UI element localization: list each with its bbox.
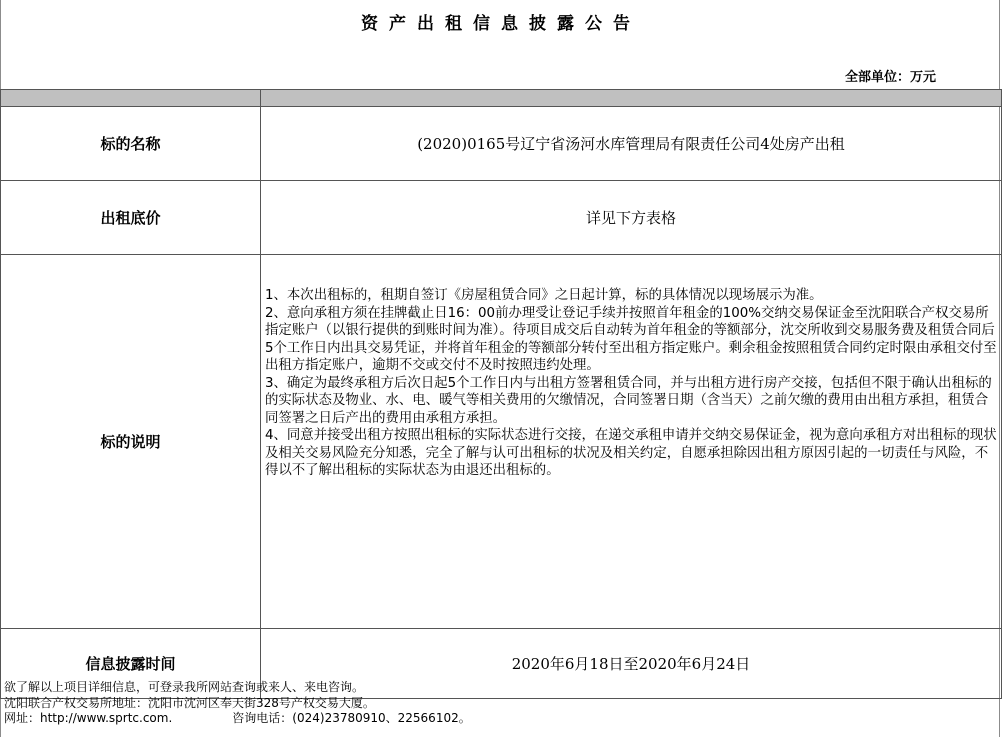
info-table <box>0 89 1002 699</box>
description-value <box>261 255 1002 629</box>
subject-name-label: 标的名称 <box>1 107 261 181</box>
disclosure-time-label: 信息披露时间 <box>1 629 261 699</box>
table-row-base-price <box>1 181 1002 255</box>
subject-name-value: (2020)0165号辽宁省汤河水库管理局有限责任公司4处房产出租 <box>261 107 1002 181</box>
footer-address-line: 沈阳联合产权交易所地址：沈阳市沈河区奉天街328号产权交易大厦。 <box>4 695 375 710</box>
disclosure-time-value: 2020年6月18日至2020年6月24日 <box>261 629 1002 699</box>
footer-contact-line <box>4 711 471 727</box>
table-header-row <box>1 90 1002 107</box>
base-price-label: 出租底价 <box>1 181 261 255</box>
description-label: 标的说明 <box>1 255 261 629</box>
phone-text: 咨询电话：(024)23780910、22566102。 <box>232 711 471 725</box>
base-price-value: 详见下方表格 <box>261 181 1002 255</box>
unit-label: 全部单位：万元 <box>844 70 936 85</box>
table-row-description <box>1 255 1002 629</box>
page-title: 资产出租信息披露公告 <box>361 14 641 34</box>
table-row-subject-name <box>1 107 1002 181</box>
footer-info-line: 欲了解以上项目详细信息，可登录我所网站查询或来人、来电咨询。 <box>4 680 365 694</box>
website-link[interactable]: 网址：http://www.sprtc.com. <box>4 711 173 725</box>
description-paragraph-2: 2、意向承租方须在挂牌截止日16：00前办理受让登记手续并按照首年租金的100%交纳交易保证金至沈阳联合产权交易所指定账户（以银行提供的到账时间为准）。待项目成交后自动转为首年租金的等额部分，沈交所收到交易服务费及租赁合同后5个工作日内出具交易凭证，并将首年租金的等额部分转付至出租方指定账户。剩余租金按照租赁合同约定时限由承租交付至出租方指定账户，逾期不交或交付不及时按照违约处理。 <box>265 305 997 373</box>
description-paragraph-4: 4、同意并接受出租方按照出租标的实际状态进行交接，在递交承租申请并交纳交易保证金，视为意向承租方对出租标的现状及相关交易风险充分知悉，完全了解与认可出租标的状况及相关约定，自愿承担除因出租方原因引起的一切责任与风险，不得以不了解出租标的实际状态为由退还出租标的。 <box>265 428 997 478</box>
footer <box>4 680 471 727</box>
description-paragraph-3: 3、确定为最终承租方后次日起5个工作日内与出租方签署租赁合同，并与出租方进行房产交接，包括但不限于确认出租标的的实际状态及物业、水、电、暖气等相关费用的欠缴情况，合同签署日期（含当天）之前欠缴的费用由出租方承担，租赁合同签署之日后产出的费用由承租方承担。 <box>265 375 992 426</box>
description-paragraph-1: 1、本次出租标的，租期自签订《房屋租赁合同》之日起计算，标的具体情况以现场展示为准。 <box>265 288 823 303</box>
